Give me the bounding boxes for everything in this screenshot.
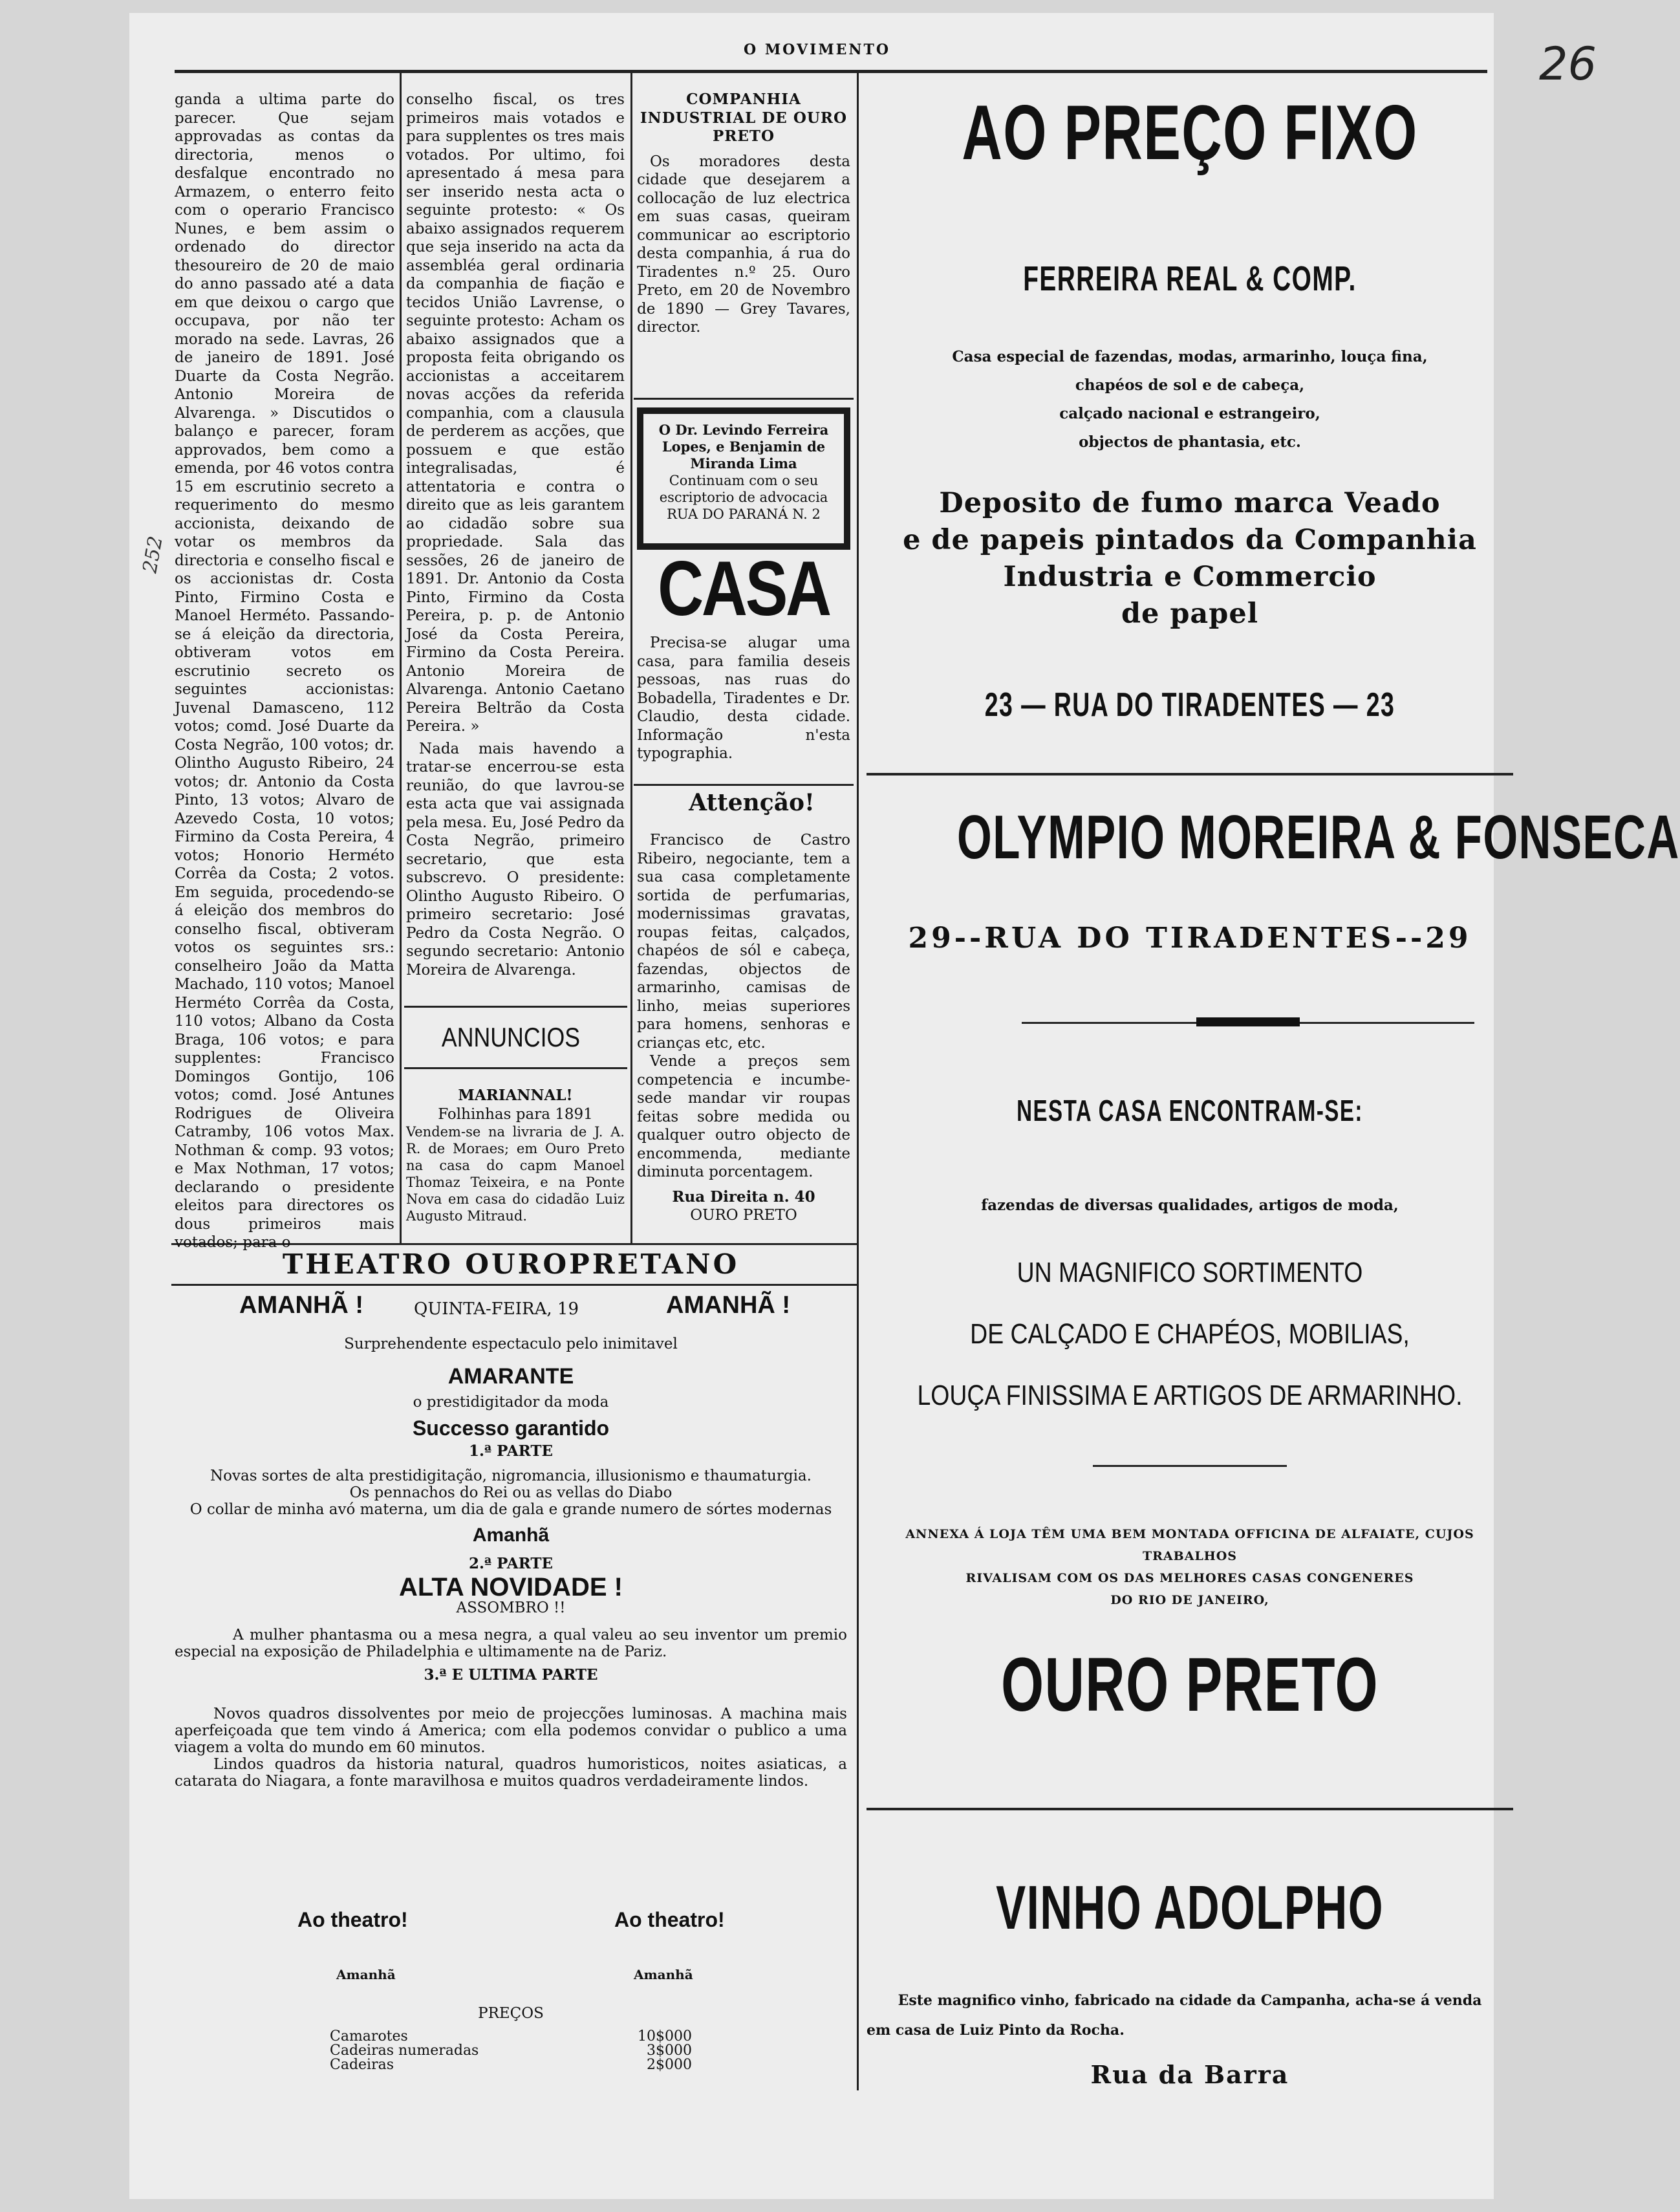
ao-theatro-left: Ao theatro! [297,1908,408,1931]
vinho-text-1: Este magnifico vinho, fabricado na cidade da Campanha, acha-se á venda [898,1992,1482,2009]
column-rule-2 [630,72,632,1243]
casa-ad [637,634,850,783]
fazendas-line: fazendas de diversas qualidades, artigos de moda, [981,1197,1399,1214]
article-column-1 [175,91,394,1251]
annexa-3: DO RIO DE JANEIRO, [1110,1593,1269,1607]
right-rule-3 [1093,1465,1287,1467]
theatre-subtitle: Surprehendente espectaculo pelo inimitavel [344,1336,678,1352]
lawyers-text: Continuam com o seu escriptorio de advocacia [659,473,828,505]
vinho-text-2: em casa de Luiz Pinto da Rocha. [867,2022,1125,2039]
sortimento-1: UN MAGNIFICO SORTIMENTO [1017,1257,1363,1288]
top-rule [175,70,1487,73]
nesta-casa: NESTA CASA ENCONTRAM-SE: [1017,1094,1363,1127]
annexa-1: ANNEXA Á LOJA TÊM UMA BEM MONTADA OFFICINA DE ALFAIATE, CUJOS TRABALHOS [905,1527,1474,1563]
right-rule-1 [867,773,1513,775]
firm-desc-4: objectos de phantasia, etc. [1079,433,1301,451]
attencao-address: Rua Direita n. 40 [672,1187,815,1206]
part-1: 1.ª PARTE [468,1442,554,1460]
vinho-wrap [867,1872,1513,1944]
amanha-mid: Amanhã [472,1524,550,1546]
annuncios-rule-2 [404,1067,627,1069]
article-text-1: ganda a ultima parte do parecer. Que sejam approvadas as contas da directoria, menos o desfalque encontrado no Armazem, o enterro feito com o operario Francisco Nunes, e bem assim o ordenado do director thesoureiro de 20 de maio do anno passado até a data em que deixou o cargo que occupava, por não ter morado na sede. Lavras, 26 de janeiro de 1891. José Duarte da Costa Negrão. Antonio Moreira de Alvarenga. » Discutidos o balanço e parecer, foram approvados, bem como a emenda, por 46 votos contra 15 em escrutinio secreto a requerimento do mesmo accionista, deixando de votar os membros da directoria e conselho fiscal e os accionistas dr. Costa Pinto, Firmino Costa e Manoel Herméto. Passando-se á eleição da directoria, obtiveram votos em escrutinio secreto os seguintes accionistas: Juvenal Damasceno, 112 votos; comd. José Duarte da Costa Negrão, 100 votos; dr. Olintho Augusto Ribeiro, 24 votos; dr. Antonio da Costa Pinto, 13 votos; Alvaro de Azevedo Costa, 10 votos; Firmino da Costa Pereira, 4 votos; Honorio Herméto Corrêa da Costa; 2 votos. Em seguida, procedendo-se á eleição dos membros do conselho fiscal, obtiveram votos os seguintes srs.: conselheiro João da Matta Machado, 110 votos; Manoel Herméto Corrêa da Costa, 110 votos; Albano da Costa Braga, 106 votos; e para supplentes: Francisco Domingos Gontijo, 106 votos; comd. José Antunes Rodrigues de Oliveira Catramby, 106 votos Max. Nothman & comp. 93 votos; e Max Nothman, 17 votos; declarando o presidente eleitos para directores os dous primeiros mais votados; para o [175,91,394,1251]
lawyers-notice [637,407,850,550]
amanha-right: AMANHÃ ! [666,1292,791,1319]
deposito-4: de papel [1121,598,1259,630]
annexa-2: RIVALISAM COM OS DAS MELHORES CASAS CONGENERES [965,1571,1414,1585]
lawyers-address: RUA DO PARANÁ N. 2 [667,506,821,522]
sortimento-3: LOUÇA FINISSIMA E ARTIGOS DE ARMARINHO. [917,1380,1463,1411]
ao-theatro-right: Ao theatro! [614,1908,725,1931]
ouro-preto-wrap [867,1643,1513,1727]
mariannal-text: Vendem-se na livraria de J. A. R. de Moraes; em Ouro Preto na casa do capm Manoel Thomaz Teixeira, e na Ponte Nova em casa do cidadão Luiz Augusto Mitraud. [406,1124,625,1224]
artist-name: AMARANTE [447,1364,574,1389]
company-ad [637,91,850,401]
ouro-preto-heading: OURO PRETO [1000,1642,1379,1728]
deposito-1: Deposito de fumo marca Veado [939,487,1441,519]
vinho-heading: VINHO ADOLPHO [996,1873,1384,1942]
right-rule-4 [867,1808,1513,1810]
part-1-line-2: Os pennachos do Rei ou as vellas do Diabo [349,1484,673,1501]
rule-ornament [1196,1017,1300,1026]
deposito-block [867,485,1513,633]
attencao-rule [634,784,854,786]
amanha-small-line [175,1966,847,1986]
annuncios-rule [404,1006,627,1008]
running-title: O MOVIMENTO [744,41,891,58]
column-rule-3 [857,72,859,2090]
firm-name-wrap [867,259,1513,299]
deposito-2: e de papeis pintados da Companhia [903,524,1477,556]
firm-desc [867,343,1513,457]
annuncios-heading: ANNUNCIOS [441,1022,581,1052]
article-text-2: conselho fiscal, os tres primeiros mais votados e para supplentes os tres mais votados. Por ultimo, foi apresentado á mesa para ser inserido nesta acta o seguinte protesto: « Os abaixo assignados requerem que seja inserido na acta da assembléa geral ordinaria da companhia de fiação e tecidos União Lavrense, o seguinte protesto: Acham os abaixo assignados que a proposta feita obrigando os accionistas a acceitarem novas acções da referida companhia, com a clausula de perderem as acções, que possuem e que estão integralisadas, é attentatoria e contra o direito que as leis garantem ao cidadão sobre sua propriedade. Sala das sessões, 26 de janeiro de 1891. Dr. Antonio da Costa Pinto, Firmino da Costa Pereira, p. p. de Antonio José da Costa Pereira, Firmino da Costa Pereira. Antonio Moreira de Alvarenga. Antonio Caetano Pereira Beltrão da Costa Pereira. » [406,91,625,735]
company-rule [634,398,854,400]
price-value: 3$000 [647,2043,692,2059]
address-1-wrap [867,686,1513,724]
price-row [330,2030,692,2044]
address-2: 29--RUA DO TIRADENTES--29 [908,922,1472,955]
price-value: 10$000 [638,2028,692,2044]
amanha-small-right: Amanhã [634,1967,693,1982]
sortimento-2: DE CALÇADO E CHAPÉOS, MOBILIAS, [970,1318,1410,1350]
part-3-text-2: Lindos quadros da historia natural, quadros humoristicos, noites asiaticas, a catarata do Niagara, a fonte maravilhosa e muitos quadros verdadeiramente lindos. [175,1756,847,1790]
nesta-casa-wrap [867,1093,1513,1128]
column-rule-1 [400,72,402,1243]
firm-desc-1: Casa especial de fazendas, modas, armarinho, louça fina, [952,348,1428,365]
attencao-city: OURO PRETO [690,1207,797,1224]
alta-novidade: ALTA NOVIDADE ! [399,1573,623,1601]
price-label: Cadeiras [330,2057,394,2073]
address-1: 23 — RUA DO TIRADENTES — 23 [984,686,1395,724]
price-label: Camarotes [330,2028,408,2044]
company-text: Os moradores desta cidade que desejarem a collocação de luz electrica em suas casas, queiram communicar ao escriptorio desta companhia, á rua do Tiradentes n.º 25. Ouro Preto, em 20 de Novembro de 1890 — Grey Tavares, director. [637,153,850,336]
attencao-text-2: Vende a preços sem competencia e incumbe-sede mandar vir roupas feitas sobre medida ou qualquer outro objecto de encommenda, mediante diminuta porcentagem. [637,1053,850,1180]
article-column-2 [406,91,625,996]
olympio-heading: OLYMPIO MOREIRA & FONSECA [957,803,1680,872]
prices-list [330,2030,692,2072]
deposito-3: Industria e Commercio [1003,561,1377,593]
mariannal-title: MARIANNAL! [458,1087,573,1104]
part-2-text: A mulher phantasma ou a mesa negra, a qual valeu ao seu inventor um premio especial na exposição de Philadelphia e ultimamente na de Pariz. [175,1627,847,1660]
vinho-text [867,1986,1513,2045]
part-3-text-1: Novos quadros dissolventes por meio de projecções luminosas. A machina mais aperfeiçoada que tem vindo á America; com ella podemos convidar o publico a uma viagem a volta do mundo em 60 minutos. [175,1706,847,1756]
precos-title: PREÇOS [478,2005,544,2022]
lawyers-names: O Dr. Levindo Ferreira Lopes, e Benjamin de Miranda Lima [658,422,829,472]
olympio-wrap [867,802,1680,873]
artist-desc: o prestidigitador da moda [413,1394,609,1411]
firm-name: FERREIRA REAL & COMP. [1023,259,1357,298]
sortimento-block [867,1242,1513,1426]
amanha-small-left: Amanhã [336,1967,396,1982]
price-row [330,2058,692,2072]
preco-fixo-heading-wrap [867,91,1513,175]
article-closing: Nada mais havendo a tratar-se encerrou-se esta reunião, do que lavrou-se esta acta que vai assignada pela mesa. Eu, José Pedro da Costa Negrão, primeiro secretario, que esta subscrevo. O presidente: Olintho Augusto Ribeiro. O primeiro secretario: José Pedro da Costa Negrão. O segundo secretario: Antonio Moreira de Alvarenga. [406,740,625,979]
annexa-block [867,1523,1513,1611]
price-row [330,2044,692,2058]
mariannal-ad [406,1087,625,1242]
amanha-left: AMANHÃ ! [239,1292,364,1319]
margin-note: 252 [138,534,167,575]
rua-da-barra: Rua da Barra [1090,2060,1289,2089]
price-label: Cadeiras numeradas [330,2043,479,2059]
attencao-title: Attenção! [689,789,815,816]
part-1-line-3: O collar de minha avó materna, um dia de gala e grande numero de sórtes modernas [189,1501,832,1518]
part-1-line-1: Novas sortes de alta prestidigitação, nigromancia, illusionismo e thaumaturgia. [210,1468,812,1484]
price-value: 2$000 [647,2057,692,2073]
part-3: 3.ª E ULTIMA PARTE [424,1666,598,1684]
casa-text: Precisa-se alugar uma casa, para familia deseis pessoas, nas ruas do Bobadella, Tiradentes e Dr. Claudio, desta cidade. Informação n'esta typographia. [637,634,850,762]
assombro: ASSOMBRO !! [456,1599,566,1616]
part-2: 2.ª PARTE [468,1555,554,1572]
company-title: COMPANHIA INDUSTRIAL DE OURO PRETO [640,91,848,145]
preco-fixo-heading: AO PREÇO FIXO [962,89,1418,176]
firm-desc-3: calçado nacional e estrangeiro, [1059,405,1320,422]
theatre-date: QUINTA-FEIRA, 19 [414,1299,579,1319]
theatre-title: THEATRO OUROPRETANO [282,1248,740,1280]
firm-desc-2: chapéos de sol e de cabeça, [1075,376,1305,394]
handwritten-page-number: 26 [1539,38,1597,91]
attencao-ad [637,831,850,1245]
ao-theatro-line [175,1908,847,1944]
attencao-text: Francisco de Castro Ribeiro, negociante, tem a sua casa completamente sortida de perfumarias, modernissimas gravatas, roupas feitas, calçados, chapéos de sól e cabeça, fazendas, objectos de armarinho, camisas de linho, meias superiores para homens, senhoras e crianças etc, etc. [637,832,850,1052]
mariannal-sub: Folhinhas para 1891 [438,1105,593,1123]
theatre-title-rule [171,1284,857,1286]
theatre-subtitle-block [175,1336,847,1790]
casa-title: CASA [658,545,830,632]
success-line: Successo garantido [412,1416,610,1440]
